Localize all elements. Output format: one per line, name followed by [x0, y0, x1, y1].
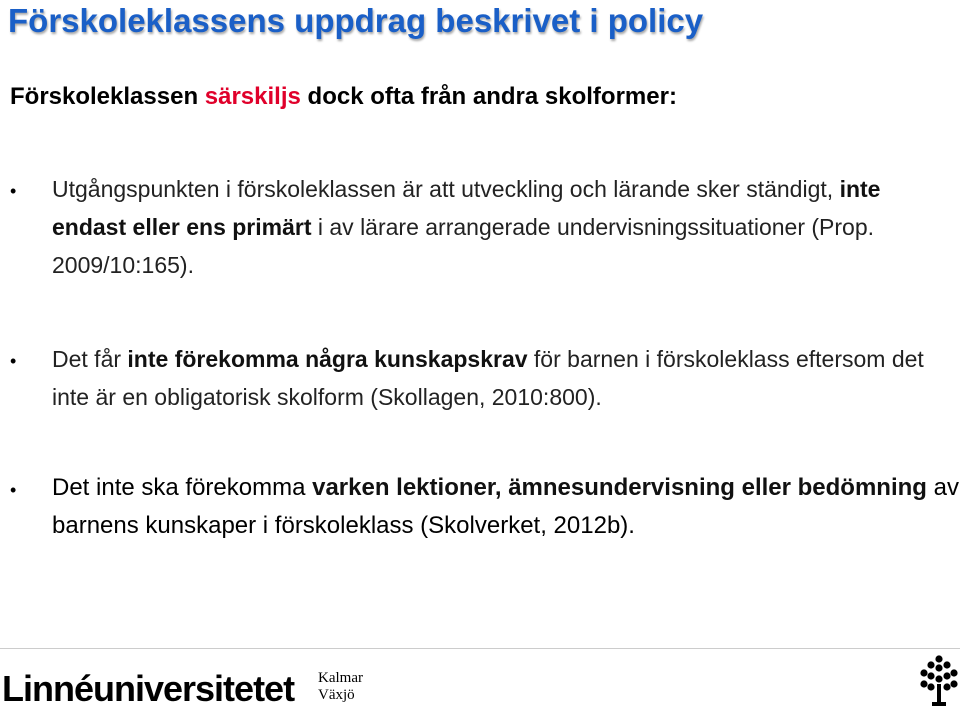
footer [0, 650, 960, 711]
bullet-marker: • [10, 480, 17, 500]
university-logo-wordmark: Linnéuniversitetet [2, 668, 295, 709]
campus-kalmar: Kalmar [318, 670, 363, 686]
bullet-text-bold: varken lektioner, ämnesundervisning eller bedömning [312, 474, 927, 501]
intro-line [10, 83, 677, 111]
intro-prefix: Förskoleklassen [10, 83, 205, 110]
bullet-text-part: av barnens kunskaper i förskoleklass (Skolverket, 2012b). [52, 474, 959, 539]
bullet-item-2 [10, 340, 960, 416]
campus-vaxjo: Växjö [318, 687, 355, 703]
bullet-text-part: Det inte ska förekomma [52, 474, 313, 501]
bullet-text-part: i av lärare arrangerade undervisningssituationer (Prop. 2009/10:165). [52, 214, 875, 278]
bullet-marker: • [10, 181, 17, 201]
bullet-text-part: för barnen i förskoleklass eftersom det inte är en obligatorisk skolform (Skollagen, 2010:800). [52, 346, 924, 410]
slide-title: Förskoleklassens uppdrag beskrivet i policy [8, 2, 704, 39]
intro-accent: särskiljs [204, 83, 301, 110]
bullet-text-part: Utgångspunkten i förskoleklassen är att utveckling och lärande sker ständigt, [52, 176, 840, 202]
bullet-text [52, 469, 960, 545]
bullet-item-1 [10, 170, 960, 284]
bullet-text [52, 340, 960, 416]
university-campus-names [318, 670, 363, 704]
bullet-text [52, 170, 960, 284]
linnaea-tree-icon [918, 654, 960, 708]
intro-suffix: dock ofta från andra skolformer: [300, 83, 677, 110]
bullet-text-bold: inte endast eller ens primärt [52, 176, 881, 240]
bullet-text-part: Det får [52, 346, 128, 372]
bullet-marker: • [10, 351, 17, 371]
bullet-text-bold: inte förekomma några kunskapskrav [127, 346, 528, 372]
bullet-item-3 [10, 469, 960, 545]
footer-divider [0, 648, 960, 649]
